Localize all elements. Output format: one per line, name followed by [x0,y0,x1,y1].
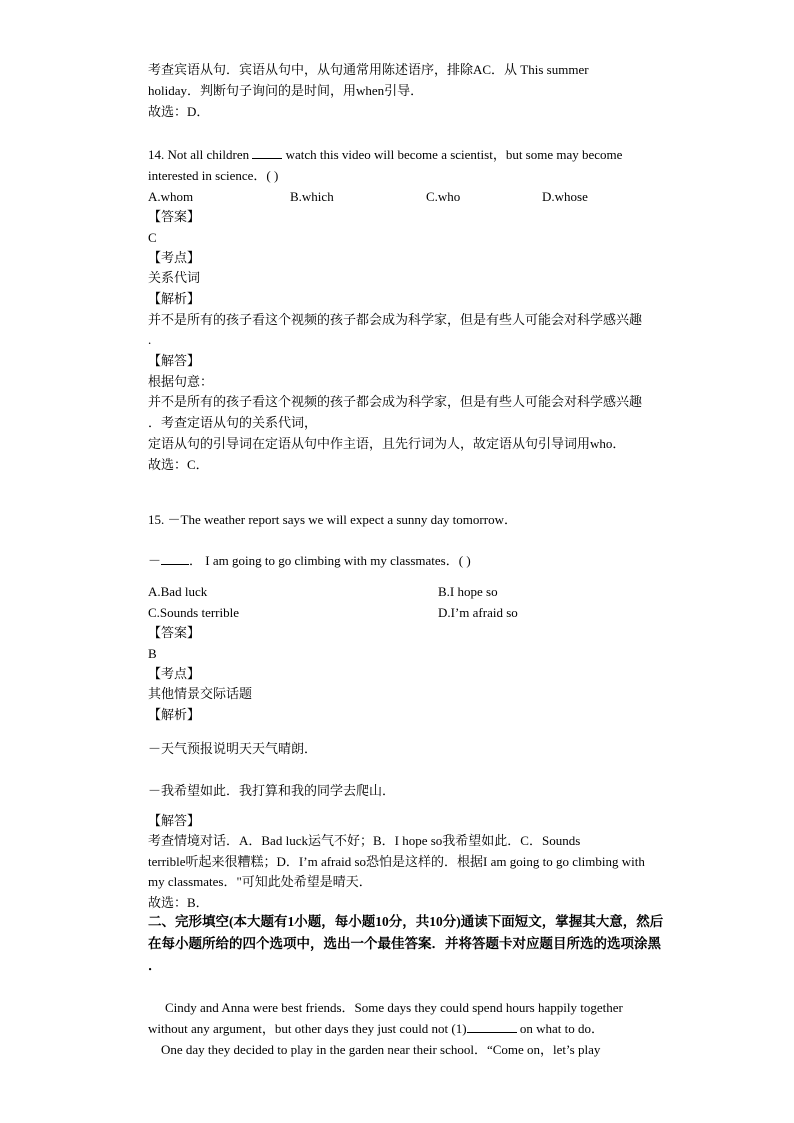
q15-solution-line-1: 考查情境对话．A．Bad luck运气不好；B．I hope so我希望如此．C．Sounds [148,833,581,848]
q14-blank [252,147,282,159]
q15-point: 其他情景交际话题 [148,686,253,701]
q14-stem-part-b: watch this video will become a scientist，but some may become [285,147,623,162]
q14-answer-label: 【答案】 [148,209,201,224]
passage-blank-1 [467,1021,517,1033]
q15-analysis-label: 【解析】 [148,707,201,722]
q14-analysis-line-1: 并不是所有的孩子看这个视频的孩子都会成为科学家，但是有些人可能会对科学感兴趣 [148,312,643,327]
q14-analysis-line-2: . [148,332,152,347]
q14-solution-line-4: 定语从句的引导词在定语从句中作主语，且先行词为人，故定语从句引导词用who． [148,436,626,451]
q15-blank [161,553,189,565]
q15-answer: B [148,646,157,661]
q15-solution-line-3: my classmates．"可知此处希望是晴天． [148,874,372,889]
passage-line-2-part-b: on what to do． [519,1021,604,1036]
passage-line-1: Cindy and Anna were best friends．Some days they could spend hours happily together [165,1000,623,1015]
q15-analysis-line-1: －天气预报说明天天气晴朗． [148,741,318,756]
q15-option-a: A.Bad luck [148,584,208,599]
q15-solution-line-2: terrible听起来很糟糕；D．I’m afraid so恐怕是这样的．根据I am going to go climbing with [148,854,645,869]
q14-solution-line-3: ．考查定语从句的关系代词， [148,415,318,430]
q15-point-label: 【考点】 [148,666,201,681]
q15-solution-label: 【解答】 [148,813,201,828]
q15-option-b: B.I hope so [438,584,498,599]
q15-stem-line-2 [148,553,471,569]
section-2-heading-line-3: ． [148,958,162,973]
q14-conclusion: 故选：C． [148,457,209,472]
q15-answer-label: 【答案】 [148,625,201,640]
passage-line-2 [148,1021,604,1037]
q14-option-a: A.whom [148,189,194,204]
section-2-heading-line-2: 在每小题所给的四个选项中，选出一个最佳答案．并将答题卡对应题目所选的选项涂黑 [148,936,661,951]
q15-analysis-line-2: －我希望如此．我打算和我的同学去爬山． [148,783,396,798]
q14-stem-part-a: 14. Not all children [148,147,250,162]
q14-point-label: 【考点】 [148,250,201,265]
passage-line-3: One day they decided to play in the garden near their school．“Come on，let’s play [161,1042,601,1057]
q15-option-d: D.I’m afraid so [438,605,518,620]
q13-explanation-line-1: 考查宾语从句．宾语从句中，从句通常用陈述语序，排除AC．从 This summer [148,62,589,77]
q14-solution-line-2: 并不是所有的孩子看这个视频的孩子都会成为科学家，但是有些人可能会对科学感兴趣 [148,394,643,409]
q14-option-d: D.whose [542,189,588,204]
q14-stem-line-1 [148,147,622,163]
q14-point: 关系代词 [148,270,201,285]
q14-stem-line-2: interested in science．( ) [148,168,279,183]
q15-option-c: C.Sounds terrible [148,605,239,620]
q14-solution-label: 【解答】 [148,353,201,368]
passage-line-2-part-a: without any argument，but other days they just could not (1) [148,1021,467,1036]
q15-stem-dash: － [148,553,162,568]
q14-option-b: B.which [290,189,334,204]
section-2-heading-line-1: 二、完形填空(本大题有1小题，每小题10分，共10分)通读下面短文，掌握其大意，然后 [148,914,664,929]
q14-option-c: C.who [426,189,461,204]
q15-stem-line-1: 15. －The weather report says we will expect a sunny day tomorrow． [148,512,517,527]
q14-solution-line-1: 根据句意： [148,374,214,389]
q14-analysis-label: 【解析】 [148,291,201,306]
q15-stem-part-b: ． I am going to go climbing with my classmates．( ) [189,553,471,568]
q14-answer: C [148,230,157,245]
q13-conclusion: 故选：D． [148,104,210,119]
q15-conclusion: 故选：B． [148,895,209,910]
q13-explanation-line-2: holiday．判断句子询问的是时间，用when引导． [148,83,424,98]
